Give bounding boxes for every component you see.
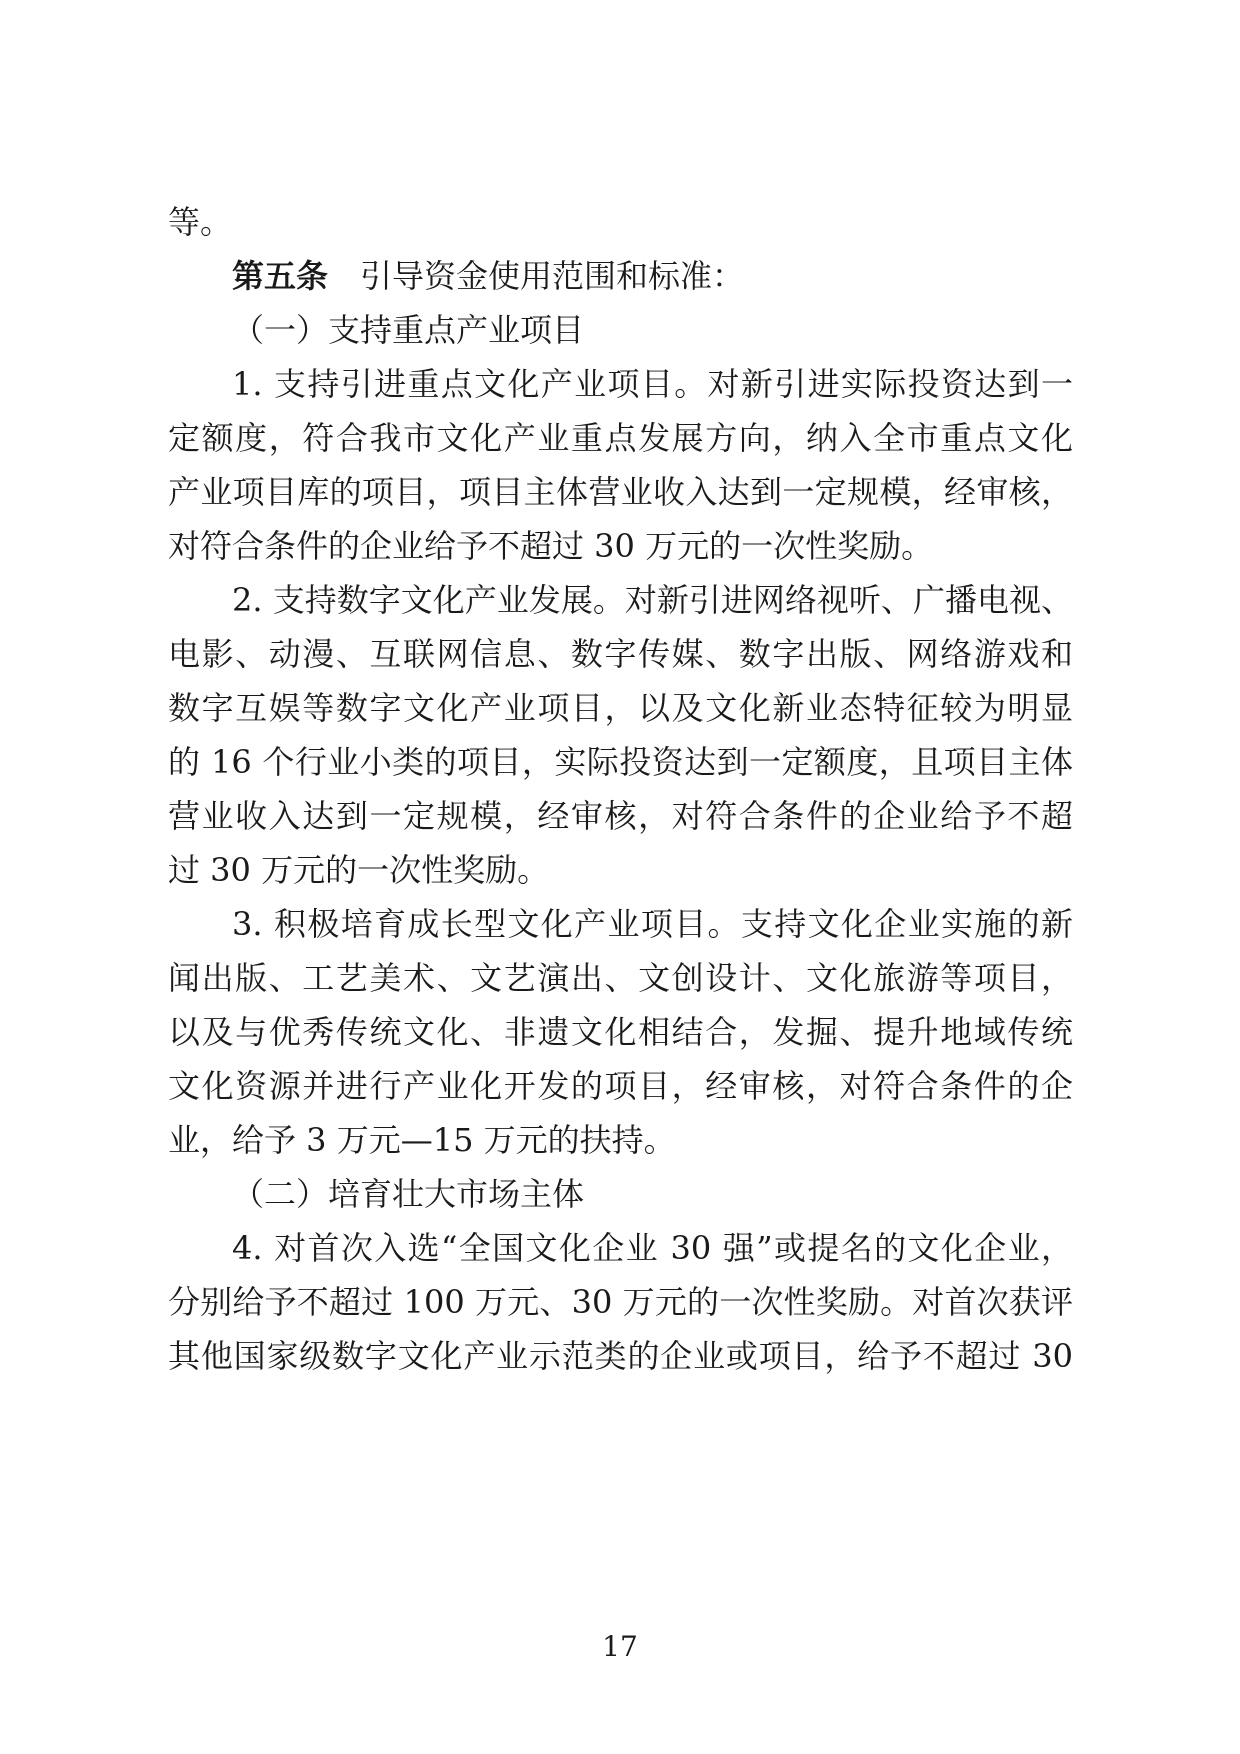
paragraph-line: 电影、动漫、互联网信息、数字传媒、数字出版、网络游戏和 [168,635,1073,673]
paragraph-line: 过 30 万元的一次性奖励。 [168,851,550,889]
article-title: 引导资金使用范围和标准： [360,257,745,295]
paragraph-line: 产业项目库的项目，项目主体营业收入达到一定规模，经审核， [168,473,1073,511]
paragraph-line: 业，给予 3 万元—15 万元的扶持。 [168,1121,676,1159]
paragraph-line: 3. 积极培育成长型文化产业项目。支持文化企业实施的新 [232,905,1073,943]
paragraph-line: 文化资源并进行产业化开发的项目，经审核，对符合条件的企 [168,1067,1073,1105]
paragraph-line: 定额度，符合我市文化产业重点发展方向，纳入全市重点文化 [168,419,1073,457]
paragraph-line: 数字互娱等数字文化产业项目，以及文化新业态特征较为明显 [168,689,1073,727]
paragraph-line: 1. 支持引进重点文化产业项目。对新引进实际投资达到一 [232,365,1073,403]
paragraph-line: 的 16 个行业小类的项目，实际投资达到一定额度，且项目主体 [168,743,1073,781]
paragraph-line: 4. 对首次入选“全国文化企业 30 强”或提名的文化企业， [232,1229,1073,1267]
page-number: 17 [602,1630,638,1663]
paragraph-line: 2. 支持数字文化产业发展。对新引进网络视听、广播电视、 [232,581,1073,619]
paragraph-line: 对符合条件的企业给予不超过 30 万元的一次性奖励。 [168,527,934,565]
paragraph-line: 闻出版、工艺美术、文艺演出、文创设计、文化旅游等项目， [168,959,1073,997]
paragraph-line: 营业收入达到一定规模，经审核，对符合条件的企业给予不超 [168,797,1073,835]
article-heading [232,256,1073,296]
section-heading: （二）培育壮大市场主体 [232,1175,585,1213]
article-label: 第五条 [232,257,329,295]
paragraph-line: 其他国家级数字文化产业示范类的企业或项目，给予不超过 30 [168,1337,1073,1375]
paragraph-line: 以及与优秀传统文化、非遗文化相结合，发掘、提升地域传统 [168,1013,1073,1051]
section-heading: （一）支持重点产业项目 [232,311,585,349]
paragraph-line: 分别给予不超过 100 万元、30 万元的一次性奖励。对首次获评 [168,1283,1073,1321]
text-line: 等。 [168,203,233,241]
